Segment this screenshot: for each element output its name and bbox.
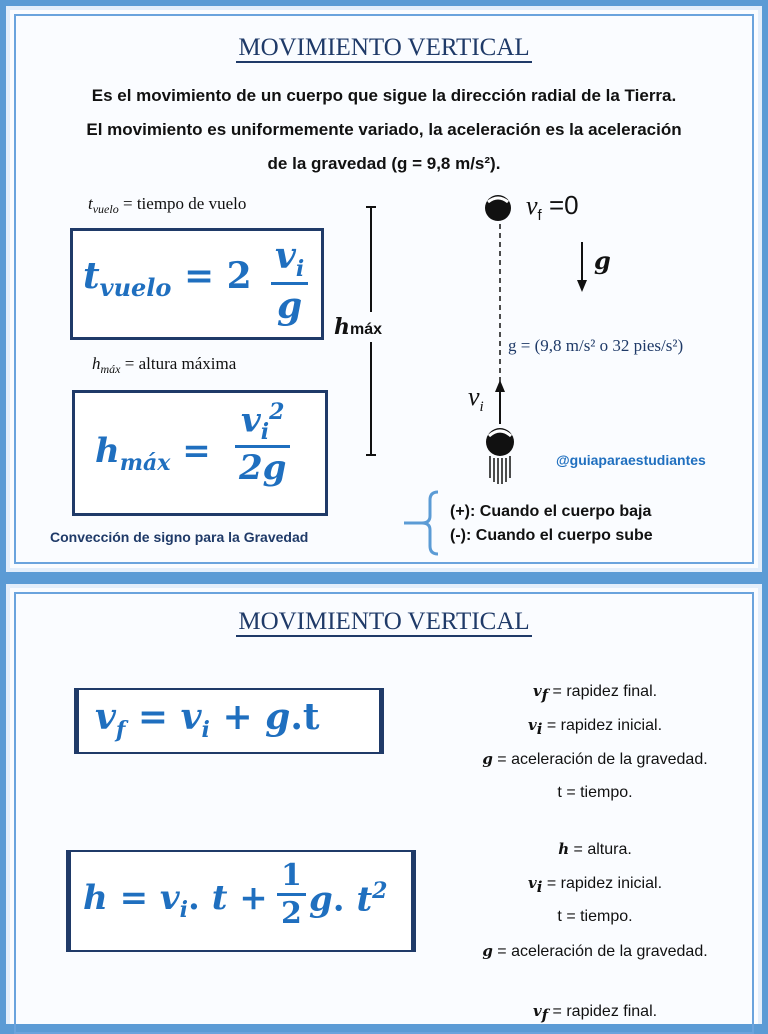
social-handle: @guiaparaestudiantes [556, 452, 706, 468]
vf-zero-label: $v_f =0$ [526, 190, 579, 225]
vi-label: $v_i$ [468, 382, 484, 416]
hmax-fraction: $\frac{v_i^2}{2g}$ [235, 399, 290, 488]
definition-item: t = tiempo. [557, 784, 633, 801]
tvuelo-fraction: $\frac{v_i}{g}$ [271, 235, 308, 327]
panel-vertical-motion-formulas [6, 584, 762, 1024]
one-half-fraction: $\frac{1}{2}$ [277, 858, 306, 931]
definition-item: $v_f$ = rapidez final. [532, 1002, 658, 1025]
gravity-value: g = (9,8 m/s² o 32 pies/s²) [508, 336, 684, 355]
hmax-ruler-label: hmáx [334, 314, 383, 340]
definition-item: g = aceleración de la gravedad. [482, 750, 708, 768]
hmax-formula-box: $h_{máx}$ = $\frac{v_i^2}{2g}$ [72, 390, 328, 516]
extra-definitions [450, 994, 740, 1028]
tvuelo-formula-box: $t_{vuelo} = 2$ $\frac{v_i}{g}$ [70, 228, 324, 340]
sign-rule-minus: (-): Cuando el cuerpo sube [450, 527, 653, 544]
definition-item: $v_i$ = rapidez inicial. [527, 716, 663, 739]
gravity-arrow [574, 242, 590, 292]
height-formula-box: $h = v_i$. t + $\frac{1}{2}$ g. $t^2$ [66, 850, 416, 952]
panel-title: MOVIMIENTO VERTICAL [238, 608, 530, 635]
definition-item: $v_i$ = rapidez inicial. [527, 874, 663, 897]
sign-rules-brace [402, 488, 442, 558]
intro-line-3: de la gravedad (g = 9,8 m/s²). [267, 154, 501, 173]
gravity-arrow-label: g [594, 246, 611, 275]
definition-item: g = aceleración de la gravedad. [482, 942, 708, 960]
panel-title: MOVIMIENTO VERTICAL [238, 34, 530, 61]
panel-vertical-motion-summary [6, 6, 762, 572]
hmax-definition: $h_{máx}$ = altura máxima [92, 354, 237, 377]
sign-rules [450, 500, 653, 548]
height-definitions [450, 832, 740, 968]
definition-item: $v_f$ = rapidez final. [532, 682, 658, 705]
final-velocity-formula-box: $v_f = v_i + g.t$ [74, 688, 384, 754]
intro-line-2: El movimiento es uniformemente variado, la aceleración es la aceleración [86, 120, 682, 139]
definition-item: t = tiempo. [557, 908, 633, 925]
sign-rule-plus: (+): Cuando el cuerpo baja [450, 503, 652, 520]
definition-item: h = altura. [558, 840, 632, 858]
tvuelo-definition: $t_{vuelo}$ = tiempo de vuelo [88, 194, 247, 217]
intro-line-1: Es el movimiento de un cuerpo que sigue la dirección radial de la Tierra. [91, 86, 677, 105]
sign-convention-label: Convección de signo para la Gravedad [50, 529, 309, 545]
final-velocity-definitions [450, 674, 740, 810]
